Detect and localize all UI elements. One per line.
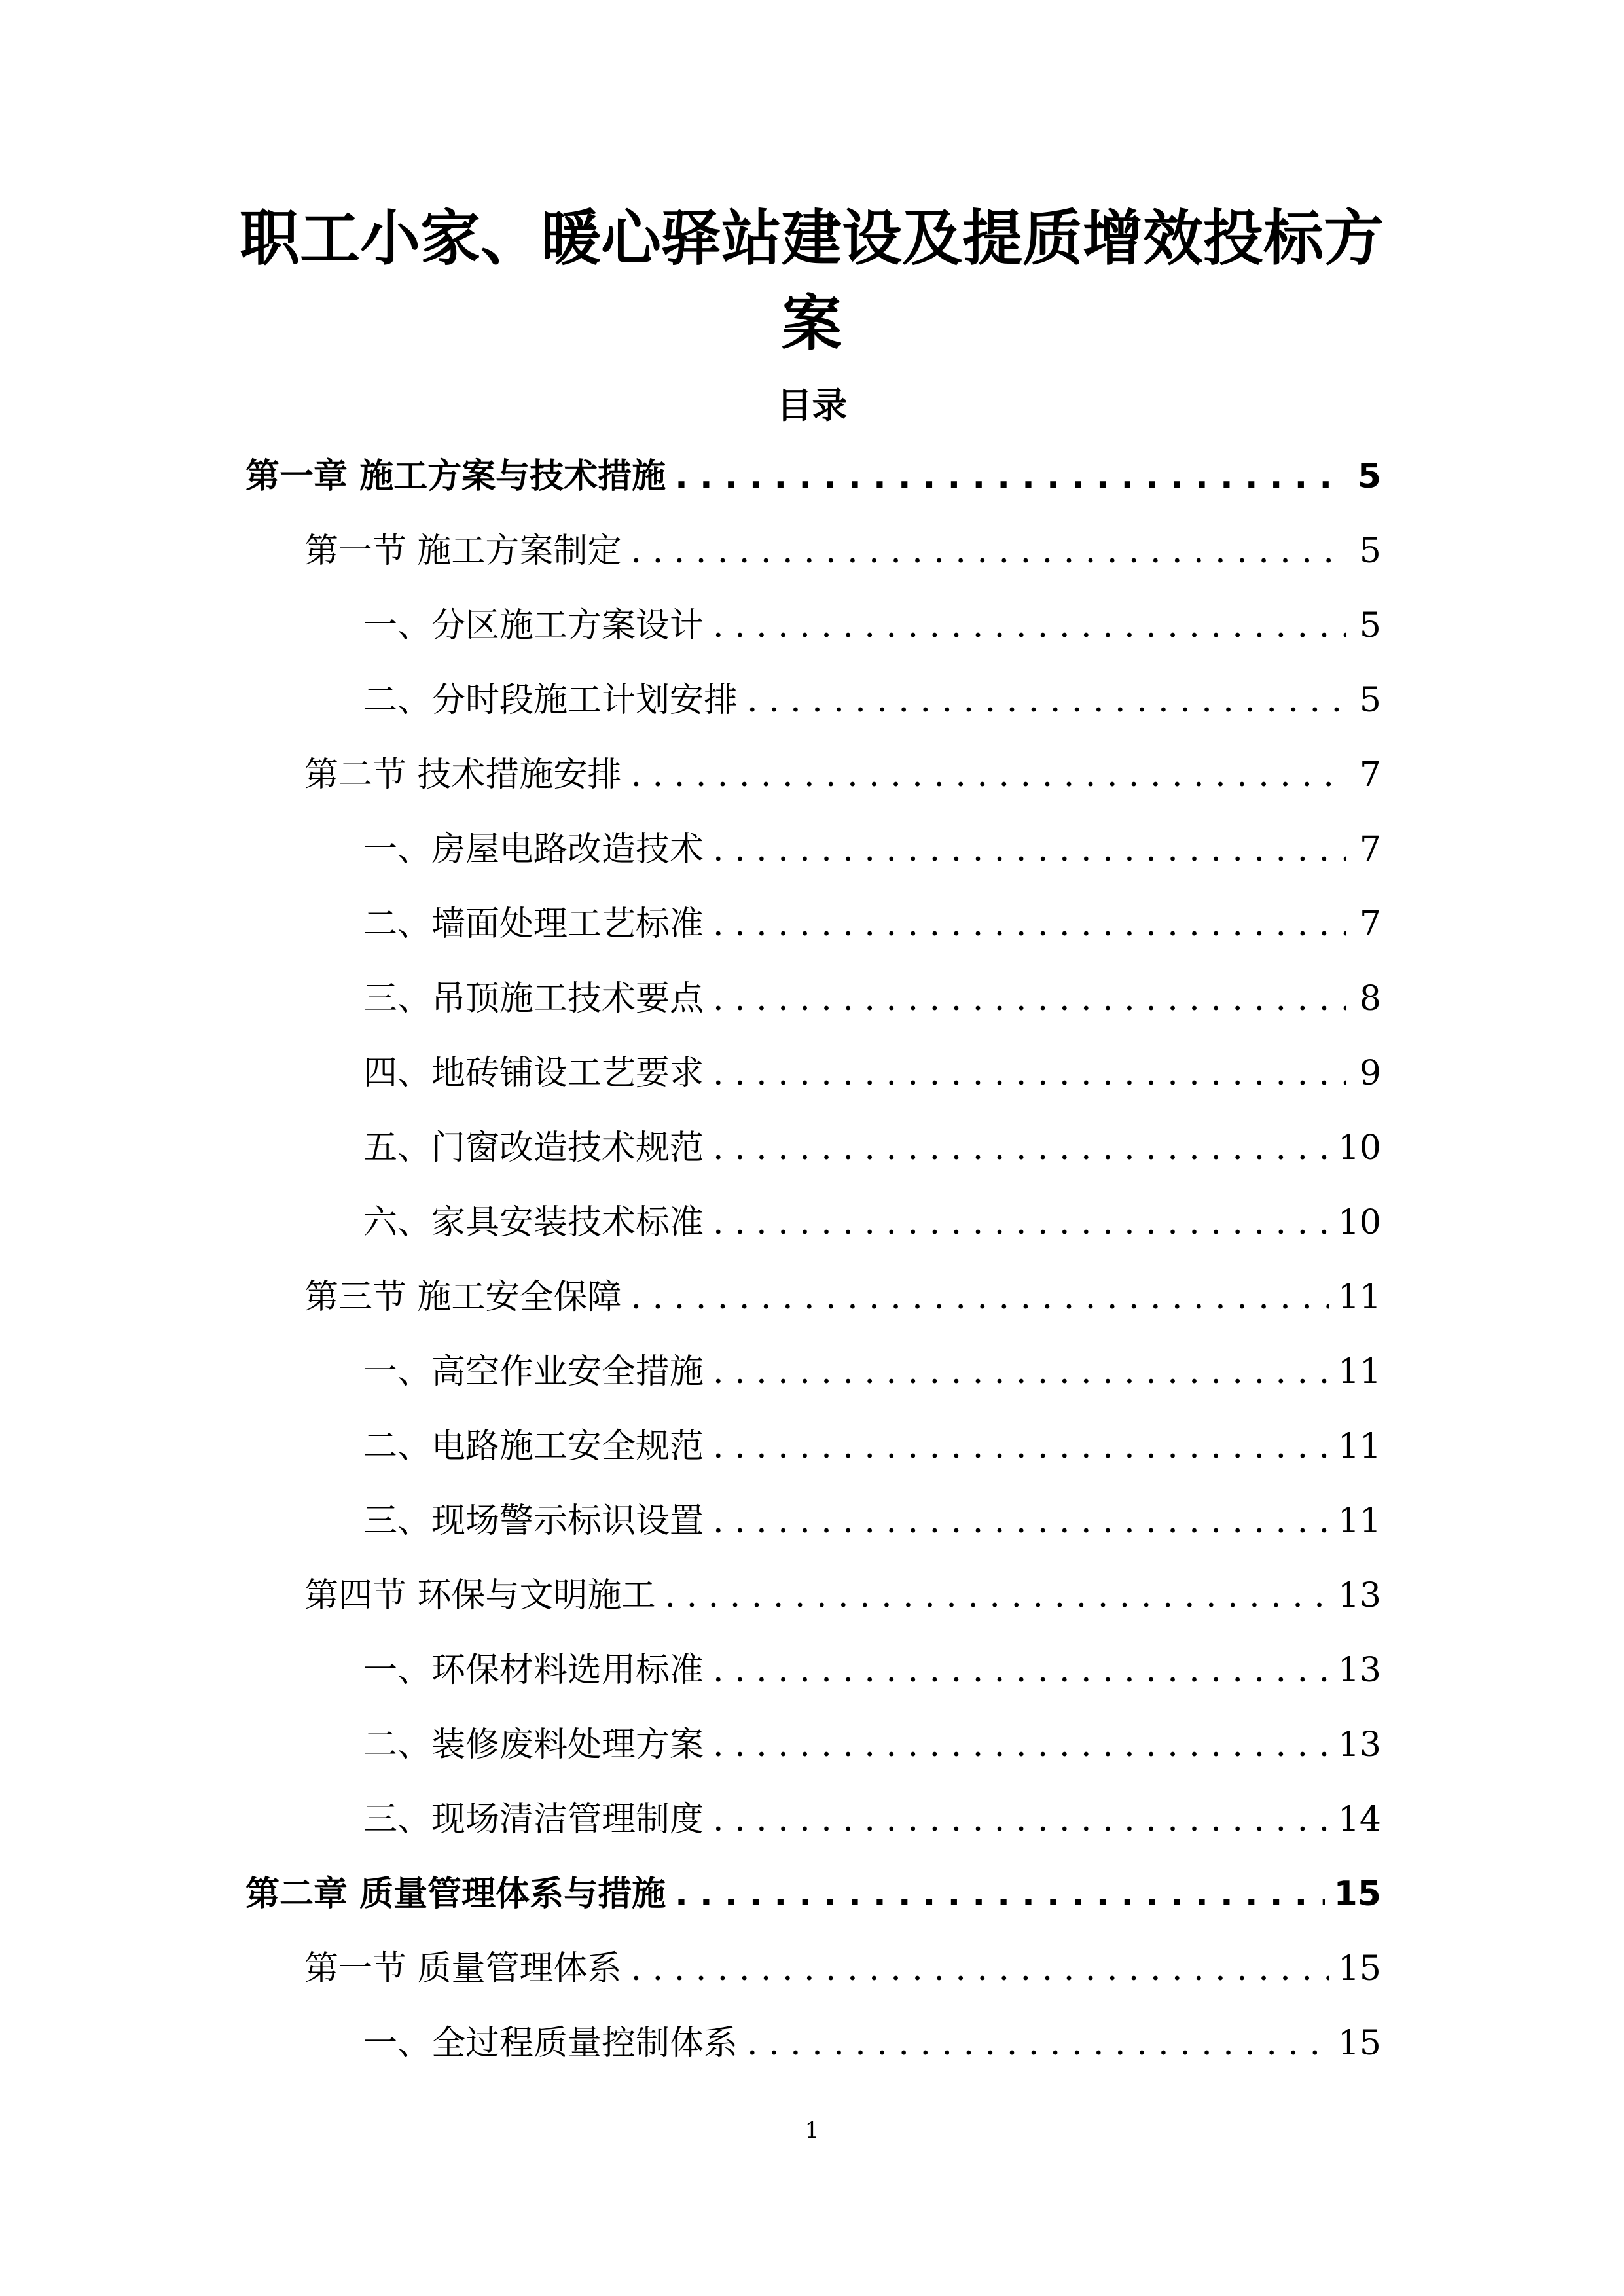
- toc-entry[interactable]: [245, 1122, 1381, 1196]
- toc-leader-dots: [713, 973, 1346, 1025]
- toc-leader-dots: [713, 600, 1346, 652]
- toc-entry-page: 11: [1337, 1278, 1381, 1317]
- toc-entry-label: 一、环保材料选用标准: [363, 1651, 704, 1690]
- toc-leader-dots: [713, 1644, 1329, 1696]
- document-title: 职工小家、暖心驿站建设及提质增效投标方案: [239, 204, 1384, 359]
- page-number: 1: [804, 2117, 820, 2144]
- toc-entry-label: 二、墙面处理工艺标准: [363, 905, 704, 944]
- toc-leader-dots: [713, 1122, 1329, 1174]
- toc-entry-page: 10: [1337, 1203, 1381, 1242]
- table-of-contents: [245, 450, 1381, 2092]
- toc-entry-page: 11: [1337, 1427, 1381, 1466]
- toc-entry-page: 9: [1359, 1054, 1381, 1093]
- toc-entry-label: 二、分时段施工计划安排: [363, 681, 738, 720]
- toc-entry[interactable]: [245, 1047, 1381, 1122]
- toc-entry[interactable]: [245, 1570, 1381, 1644]
- toc-entry[interactable]: [245, 1196, 1381, 1271]
- toc-entry[interactable]: [245, 1495, 1381, 1570]
- toc-entry-label: 第一章 施工方案与技术措施: [245, 457, 666, 496]
- toc-entry-label: 四、地砖铺设工艺要求: [363, 1054, 704, 1093]
- toc-entry-page: 13: [1337, 1725, 1381, 1765]
- toc-leader-dots: [713, 1495, 1329, 1547]
- toc-entry-label: 六、家具安装技术标准: [363, 1203, 704, 1242]
- toc-entry-label: 三、吊顶施工技术要点: [363, 979, 704, 1018]
- toc-entry[interactable]: [245, 2017, 1381, 2092]
- toc-entry[interactable]: [245, 1868, 1381, 1943]
- toc-entry[interactable]: [245, 1271, 1381, 1346]
- toc-entry-label: 第二章 质量管理体系与措施: [245, 1874, 666, 1914]
- toc-entry-label: 三、现场清洁管理制度: [363, 1800, 704, 1839]
- toc-entry-page: 5: [1359, 681, 1381, 720]
- toc-entry-page: 15: [1337, 1949, 1381, 1988]
- toc-entry-label: 第一节 质量管理体系: [304, 1949, 622, 1988]
- toc-entry[interactable]: [245, 525, 1381, 600]
- toc-entry-label: 一、高空作业安全措施: [363, 1352, 704, 1391]
- toc-entry[interactable]: [245, 1793, 1381, 1868]
- toc-entry-page: 8: [1359, 979, 1381, 1018]
- toc-entry-page: 14: [1337, 1800, 1381, 1839]
- toc-leader-dots: [631, 525, 1346, 577]
- toc-entry-page: 13: [1337, 1651, 1381, 1690]
- toc-entry[interactable]: [245, 1943, 1381, 2017]
- toc-leader-dots: [631, 1271, 1329, 1323]
- toc-entry-label: 五、门窗改造技术规范: [363, 1128, 704, 1168]
- toc-entry[interactable]: [245, 823, 1381, 898]
- toc-leader-dots: [713, 1420, 1329, 1473]
- toc-entry[interactable]: [245, 1420, 1381, 1495]
- toc-heading: 目录: [776, 385, 848, 426]
- toc-entry-label: 第四节 环保与文明施工: [304, 1576, 656, 1615]
- toc-entry[interactable]: [245, 1719, 1381, 1793]
- toc-leader-dots: [675, 450, 1346, 503]
- toc-entry[interactable]: [245, 749, 1381, 823]
- toc-entry[interactable]: [245, 973, 1381, 1047]
- toc-entry-page: 5: [1359, 606, 1381, 645]
- toc-entry-label: 第一节 施工方案制定: [304, 531, 622, 571]
- toc-entry[interactable]: [245, 1346, 1381, 1420]
- toc-entry-label: 一、房屋电路改造技术: [363, 830, 704, 869]
- toc-entry-label: 第三节 施工安全保障: [304, 1278, 622, 1317]
- toc-entry[interactable]: [245, 898, 1381, 973]
- toc-leader-dots: [631, 749, 1346, 801]
- toc-leader-dots: [713, 898, 1346, 950]
- toc-entry-label: 第二节 技术措施安排: [304, 755, 622, 795]
- toc-leader-dots: [747, 674, 1346, 726]
- toc-leader-dots: [713, 823, 1346, 876]
- toc-entry-page: 15: [1333, 1874, 1381, 1914]
- toc-entry-label: 二、装修废料处理方案: [363, 1725, 704, 1765]
- toc-leader-dots: [713, 1793, 1329, 1846]
- toc-entry[interactable]: [245, 450, 1381, 525]
- toc-leader-dots: [631, 1943, 1329, 1995]
- toc-entry-label: 一、分区施工方案设计: [363, 606, 704, 645]
- toc-entry-page: 13: [1337, 1576, 1381, 1615]
- toc-entry-page: 11: [1337, 1501, 1381, 1541]
- toc-leader-dots: [713, 1047, 1346, 1100]
- toc-entry-page: 7: [1359, 905, 1381, 944]
- toc-entry[interactable]: [245, 1644, 1381, 1719]
- toc-entry-page: 7: [1359, 830, 1381, 869]
- toc-entry-label: 一、全过程质量控制体系: [363, 2024, 738, 2063]
- toc-leader-dots: [747, 2017, 1329, 2070]
- toc-entry-label: 二、电路施工安全规范: [363, 1427, 704, 1466]
- toc-leader-dots: [713, 1719, 1329, 1771]
- toc-entry-page: 5: [1359, 531, 1381, 571]
- toc-entry[interactable]: [245, 674, 1381, 749]
- toc-entry-page: 15: [1337, 2024, 1381, 2063]
- toc-leader-dots: [675, 1868, 1325, 1920]
- toc-entry-page: 10: [1337, 1128, 1381, 1168]
- toc-entry[interactable]: [245, 600, 1381, 674]
- toc-leader-dots: [713, 1346, 1329, 1398]
- toc-entry-page: 5: [1357, 457, 1381, 496]
- toc-entry-page: 7: [1359, 755, 1381, 795]
- toc-entry-page: 11: [1337, 1352, 1381, 1391]
- toc-leader-dots: [665, 1570, 1329, 1622]
- toc-leader-dots: [713, 1196, 1329, 1249]
- toc-entry-label: 三、现场警示标识设置: [363, 1501, 704, 1541]
